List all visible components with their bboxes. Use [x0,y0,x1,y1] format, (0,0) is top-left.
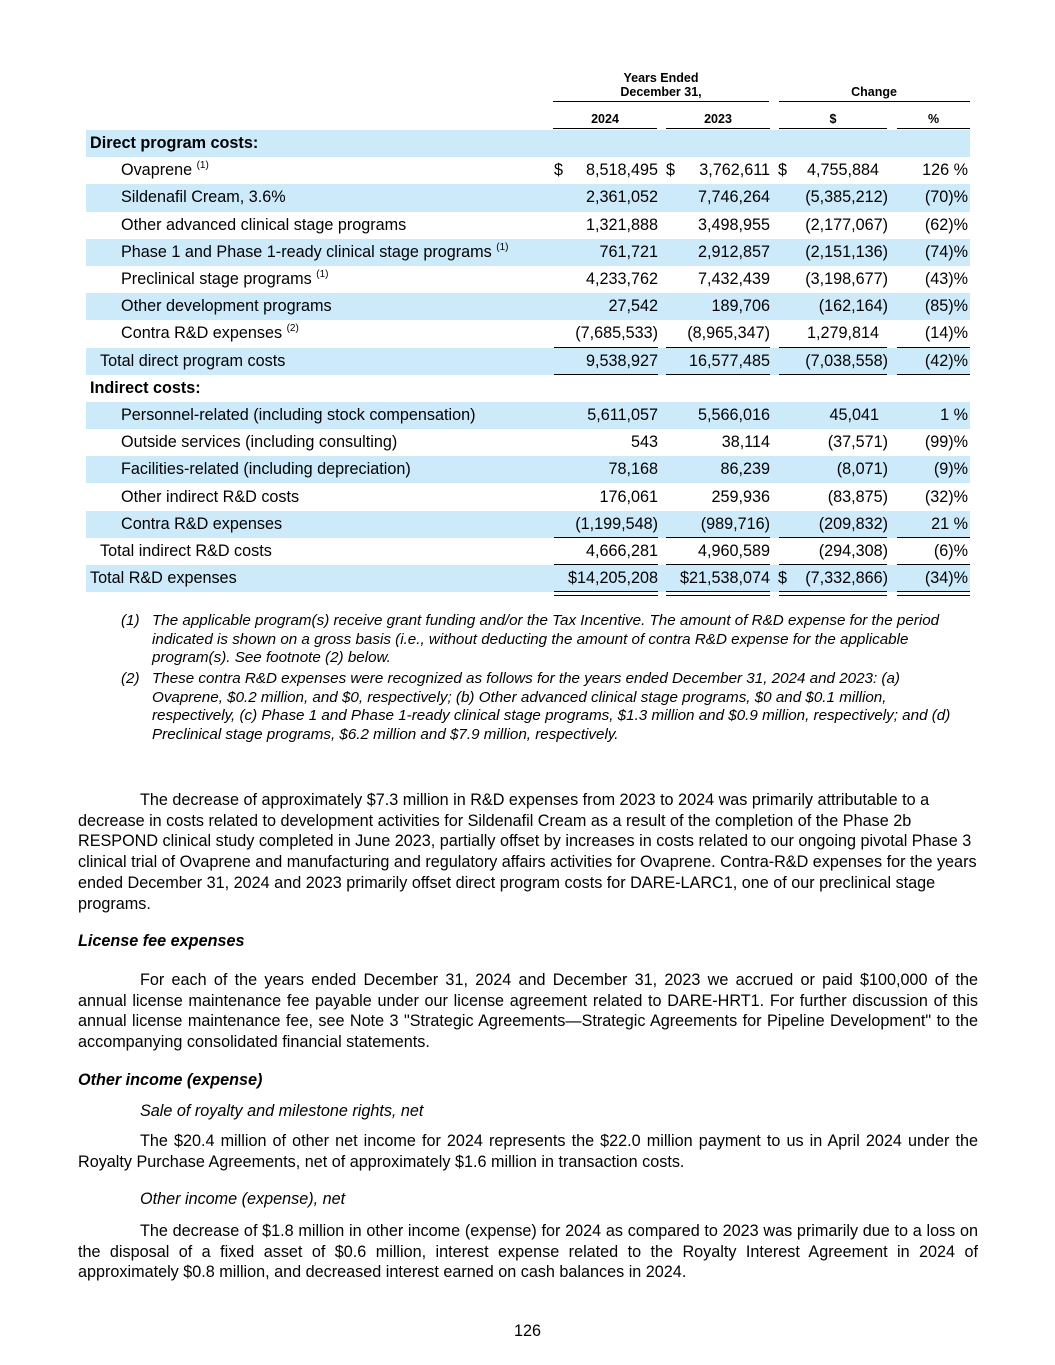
cell-pct: (34)% [924,569,968,588]
row-label: Other advanced clinical stage programs [121,215,407,234]
row-label: Total indirect R&D costs [100,541,272,560]
cell-2023: 7,432,439 [697,270,770,289]
cell-2024: 78,168 [608,460,658,479]
cell-change: (209,832) [818,514,888,533]
col-header-change-dollar: $ [829,112,837,126]
cell-2023: 86,239 [720,460,770,479]
header-rule [779,128,887,129]
double-rule [897,591,970,596]
col-header-2024: 2024 [591,112,619,126]
cell-2024: 27,542 [608,297,658,316]
cell-pct: 126 % [922,161,968,180]
table-section-row [86,375,970,402]
subheading-royalty: Sale of royalty and milestone rights, net [140,1102,424,1120]
row-label: Sildenafil Cream, 3.6% [121,188,286,207]
table-row [86,402,970,429]
cell-2023: (8,965,347) [687,324,770,343]
col-header-2023: 2023 [704,112,732,126]
footnote-text: These contra R&D expenses were recognized as follows for the years ended December 31, 2024 and 2023: (a) Ovaprene, $0.2 million, and $0, respectively; (b) Other advanced clinical stage programs, $0 and $0.1 million, respectively, (c) Phase 1 and Phase 1-ready clinical stage programs, $1.3 million and $0.9 million, respectively; and (d) Preclinical stage programs, $6.2 million and $7.9 million, respectively. [152,670,951,743]
cell-change: (83,875) [827,487,888,506]
table-row [86,320,970,347]
cell-change: (7,038,558) [805,351,888,370]
paragraph-other-net: The decrease of $1.8 million in other income (expense) for 2024 as compared to 2023 was primarily due to a loss on the disposal of a fixed asset of $0.6 million, interest expense related to the Royalty Interest Agreement in 2024 of approximately $0.8 million, and decreased interest earned on cash balances in 2024. [78,1222,978,1282]
currency-symbol: $ [778,161,788,180]
cell-change: 45,041 [829,405,879,424]
cell-pct: 1 % [940,405,968,424]
paragraph-rd-decrease: The decrease of approximately $7.3 million in R&D expenses from 2023 to 2024 was primarily attributable to a decrease in costs related to development activities for Sildenafil Cream as a result of the completion of the Phase 2b RESPOND clinical study completed in June 2023, partially offset by increases in costs related to our ongoing pivotal Phase 3 clinical trial of Ovaprene and manufacturing and regulatory affairs activities for Ovaprene. Contra-R&D expenses for the years ended December 31, 2024 and 2023 primarily offset direct program costs for DARE-LARC1, one of our preclinical stage programs. [78,791,977,913]
table-section-row [86,130,970,157]
cell-2023: 7,746,264 [697,188,770,207]
table-row-grand-total [86,565,970,592]
table-row [86,184,970,211]
currency-symbol: $ [666,161,676,180]
cell-2023: $21,538,074 [679,569,770,588]
cell-2024: 5,611,057 [587,405,658,424]
cell-pct: (62)% [924,215,968,234]
cell-change: (5,385,212) [805,188,888,207]
footnote-1 [121,612,971,668]
header-years-ended-line1: Years Ended [623,71,699,85]
page-number: 126 [513,1322,541,1340]
row-label: Personnel-related (including stock compensation) [121,405,476,424]
cell-2024: $ 8,518,495 [554,161,658,180]
cell-2023: 3,498,955 [697,215,770,234]
cell-change: (3,198,677) [805,270,888,289]
row-label: Total direct program costs [100,351,286,370]
cell-2024: 9,538,927 [585,351,658,370]
header-years-ended [553,71,769,99]
header-rule [553,101,769,102]
header-rule [897,128,970,129]
subheading-other-net: Other income (expense), net [140,1190,346,1208]
cell-change: (294,308) [818,541,888,560]
table-row [86,157,970,184]
footnote-2 [121,670,971,744]
cell-2023: 38,114 [721,433,770,452]
row-label: Other development programs [121,297,332,316]
footnote-number: (1) [121,612,140,629]
section-title-indirect: Indirect costs: [90,378,201,397]
table-row-total-indirect [86,538,970,565]
cell-2024: 761,721 [599,242,658,261]
row-label: Outside services (including consulting) [121,433,398,452]
table-row [86,483,970,510]
cell-pct: (99)% [924,433,968,452]
table-row [86,293,970,320]
double-rule [666,591,770,596]
cell-pct: (70)% [924,188,968,207]
cell-change: (37,571) [827,433,888,452]
row-label: Preclinical stage programs $^{(1)}$ [121,269,329,289]
cell-change: $ (7,332,866) [778,569,888,588]
cell-2024: 4,666,281 [585,541,658,560]
header-years-ended-line2: December 31, [620,85,702,99]
heading-other-income: Other income (expense) [78,1071,263,1089]
footnote-text: The applicable program(s) receive grant funding and/or the Tax Incentive. The amount of R&D expense for the period indicated is shown on a gross basis (i.e., without deducting the amount of contra R&D expense for the applicable program(s). See footnote (2) below. [152,612,940,667]
cell-2024: 1,321,888 [585,215,658,234]
double-rule [779,591,887,596]
cell-change: (162,164) [818,297,888,316]
table-row [86,429,970,456]
currency-symbol: $ [554,161,564,180]
cell-pct: (85)% [924,297,968,316]
cell-2024: (7,685,533) [575,324,658,343]
col-header-change-pct: % [927,112,940,126]
cell-change: (8,071) [836,460,888,479]
cell-2023: $ 3,762,611 [666,161,770,180]
rd-expense-table [86,130,970,592]
cell-2023: 2,912,857 [697,242,770,261]
table-row [86,212,970,239]
cell-pct: (14)% [924,324,968,343]
row-label: Other indirect R&D costs [121,487,300,506]
cell-change: (2,151,136) [805,242,888,261]
table-row [86,239,970,266]
cell-pct: (42)% [924,351,968,370]
heading-license-fee: License fee expenses [78,932,245,950]
cell-pct: (32)% [924,487,968,506]
table-row [86,511,970,538]
cell-2024: 4,233,762 [585,270,658,289]
table-row [86,456,970,483]
header-rule [553,128,657,129]
cell-2023: 16,577,485 [688,351,770,370]
cell-2023: 189,706 [711,297,770,316]
cell-2024: 2,361,052 [585,188,658,207]
cell-pct: (74)% [924,242,968,261]
cell-2024: 176,061 [599,487,658,506]
cell-2023: 259,936 [711,487,770,506]
section-title-direct: Direct program costs: [90,134,259,153]
cell-2023: 5,566,016 [697,405,770,424]
cell-2024: (1,199,548) [575,514,658,533]
cell-2023: 4,960,589 [697,541,770,560]
header-rule [666,128,770,129]
footnote-ref: (2) [286,323,299,335]
paragraph-license-fee: For each of the years ended December 31, 2024 and December 31, 2023 we accrued or paid $100,000 of the annual license maintenance fee payable under our license agreement related to DARE-HRT1. For further discussion of this annual license maintenance fee, see Note 3 "Strategic Agreements—Strategic Agreements for Pipeline Development" to the accompanying consolidated financial statements. [78,971,978,1052]
cell-change: (2,177,067) [805,215,888,234]
row-label: Facilities-related (including depreciation) [121,460,411,479]
table-row-total-direct [86,348,970,375]
header-rule [779,101,970,102]
cell-2023: (989,716) [700,514,770,533]
row-label: Total R&D expenses [90,569,237,588]
cell-2024: $14,205,208 [567,569,658,588]
row-label: Phase 1 and Phase 1-ready clinical stage programs $^{(1)}$ [121,241,509,261]
row-label: Contra R&D expenses $^{(2)}$ [121,323,299,343]
cell-pct: (9)% [933,460,968,479]
cell-pct: 21 % [931,514,968,533]
header-change: Change [851,85,897,99]
cell-change: 1,279,814 [806,324,879,343]
footnote-ref: (1) [496,241,509,253]
paragraph-royalty: The $20.4 million of other net income for 2024 represents the $22.0 million payment to us in April 2024 under the Royalty Purchase Agreements, net of approximately $1.6 million in transaction costs. [78,1132,978,1171]
cell-pct: (43)% [924,270,968,289]
cell-pct: (6)% [933,541,968,560]
footnote-ref: (1) [316,269,329,281]
row-label: Contra R&D expenses [121,514,283,533]
footnote-ref: (1) [196,160,209,172]
cell-2024: 543 [630,433,658,452]
table-row [86,266,970,293]
footnote-number: (2) [121,670,140,687]
currency-symbol: $ [778,569,788,588]
cell-change: $ 4,755,884 [778,161,879,180]
row-label: Ovaprene $^{(1)}$ [121,160,209,180]
double-rule [554,591,658,596]
